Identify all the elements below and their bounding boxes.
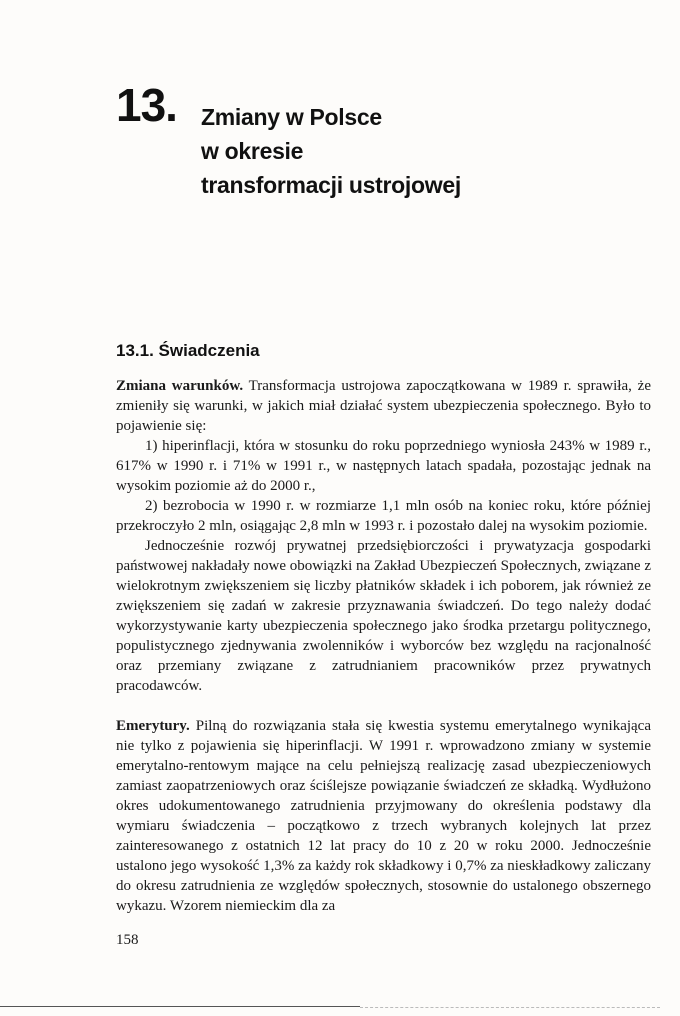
paragraph [116,536,651,696]
runin-heading: Emerytury. [116,718,190,734]
paragraph-text: Pilną do rozwiązania stała się kwestia systemu emerytalnego wynikająca nie tylko z pojawienia się hiperinflacji. W 1991 r. wprowadzono zmiany w systemie emerytalno-rentowym mające na celu pełniejszą realizację zasad ubezpieczeniowych zamiast zaopatrzeniowych oraz ściślejsze powiązanie świadczeń ze składką. Wydłużono okres udokumentowanego zatrudnienia przyjmowany do określenia podstawy dla wymiaru świadczenia – początkowo z trzech wybranych kolejnych lat przez zainteresowanego z ostatnich 12 lat pracy do 10 z 20 w roku 2000. Jednocześnie ustalono jego wysokość 1,3% za każdy rok składkowy i 0,7% za nieskładkowy zaliczany do okresu zatrudnienia ze względów społecznych, stosownie do ustalonego obszernego wykazu. Wzorem niemieckim dla za [116,718,651,914]
page-number: 158 [116,932,139,948]
scan-edge-line [0,1006,360,1007]
paragraph-emerytury [116,716,651,916]
paragraph-text: 2) bezrobocia w 1990 r. w rozmiarze 1,1 mln osób na koniec roku, które później przekroczyło 2 mln, osiągając 2,8 mln w 1993 r. i pozostało dalej na wysokim poziomie. [116,498,651,534]
paragraph-text: Jednocześnie rozwój prywatnej przedsiębiorczości i prywatyzacja gospodarki państwowej nakładały nowe obowiązki na Zakład Ubezpieczeń Społecznych, związane z wielokrotnym zwiększeniem się liczby płatników składek i ich poborem, jak również ze zwiększeniem się zadań w zakresie przyznawania świadczeń. Do tego należy dodać wykorzystywanie karty ubezpieczenia społecznego jako środka przetargu politycznego, populistycznego zjednywania zwolenników i wyborców bez względu na racjonalność oraz przemiany związane z zatrudnianiem pracowników przez prywatnych pracodawców. [116,538,651,694]
chapter-title-line: w okresie [201,138,304,164]
runin-heading: Zmiana warunków. [116,378,244,394]
chapter-title [201,100,461,202]
paragraph-text: Transformacja ustrojowa zapoczątkowana w 1989 r. sprawiła, że zmieniły się warunki, w jakich miał działać system ubezpieczenia społecznego. Było to pojawienie się: [116,378,651,434]
chapter-number: 13. [116,79,177,131]
section-title: 13.1. Świadczenia [116,341,260,360]
paragraph-list-item [116,496,651,536]
body-text [116,376,651,916]
chapter-title-line: transformacji ustrojowej [201,172,461,198]
paragraph-text: 1) hiperinflacji, która w stosunku do roku poprzedniego wyniosła 243% w 1989 r., 617% w 1990 r. i 71% w 1991 r., w następnych latach spadała, pozostając jednak na wysokim poziomie aż do 2000 r., [116,438,651,494]
chapter-title-line: Zmiany w Polsce [201,104,382,130]
paragraph-zmiana-warunkow [116,376,651,436]
scan-edge-line [360,1007,660,1008]
paragraph-list-item [116,436,651,496]
